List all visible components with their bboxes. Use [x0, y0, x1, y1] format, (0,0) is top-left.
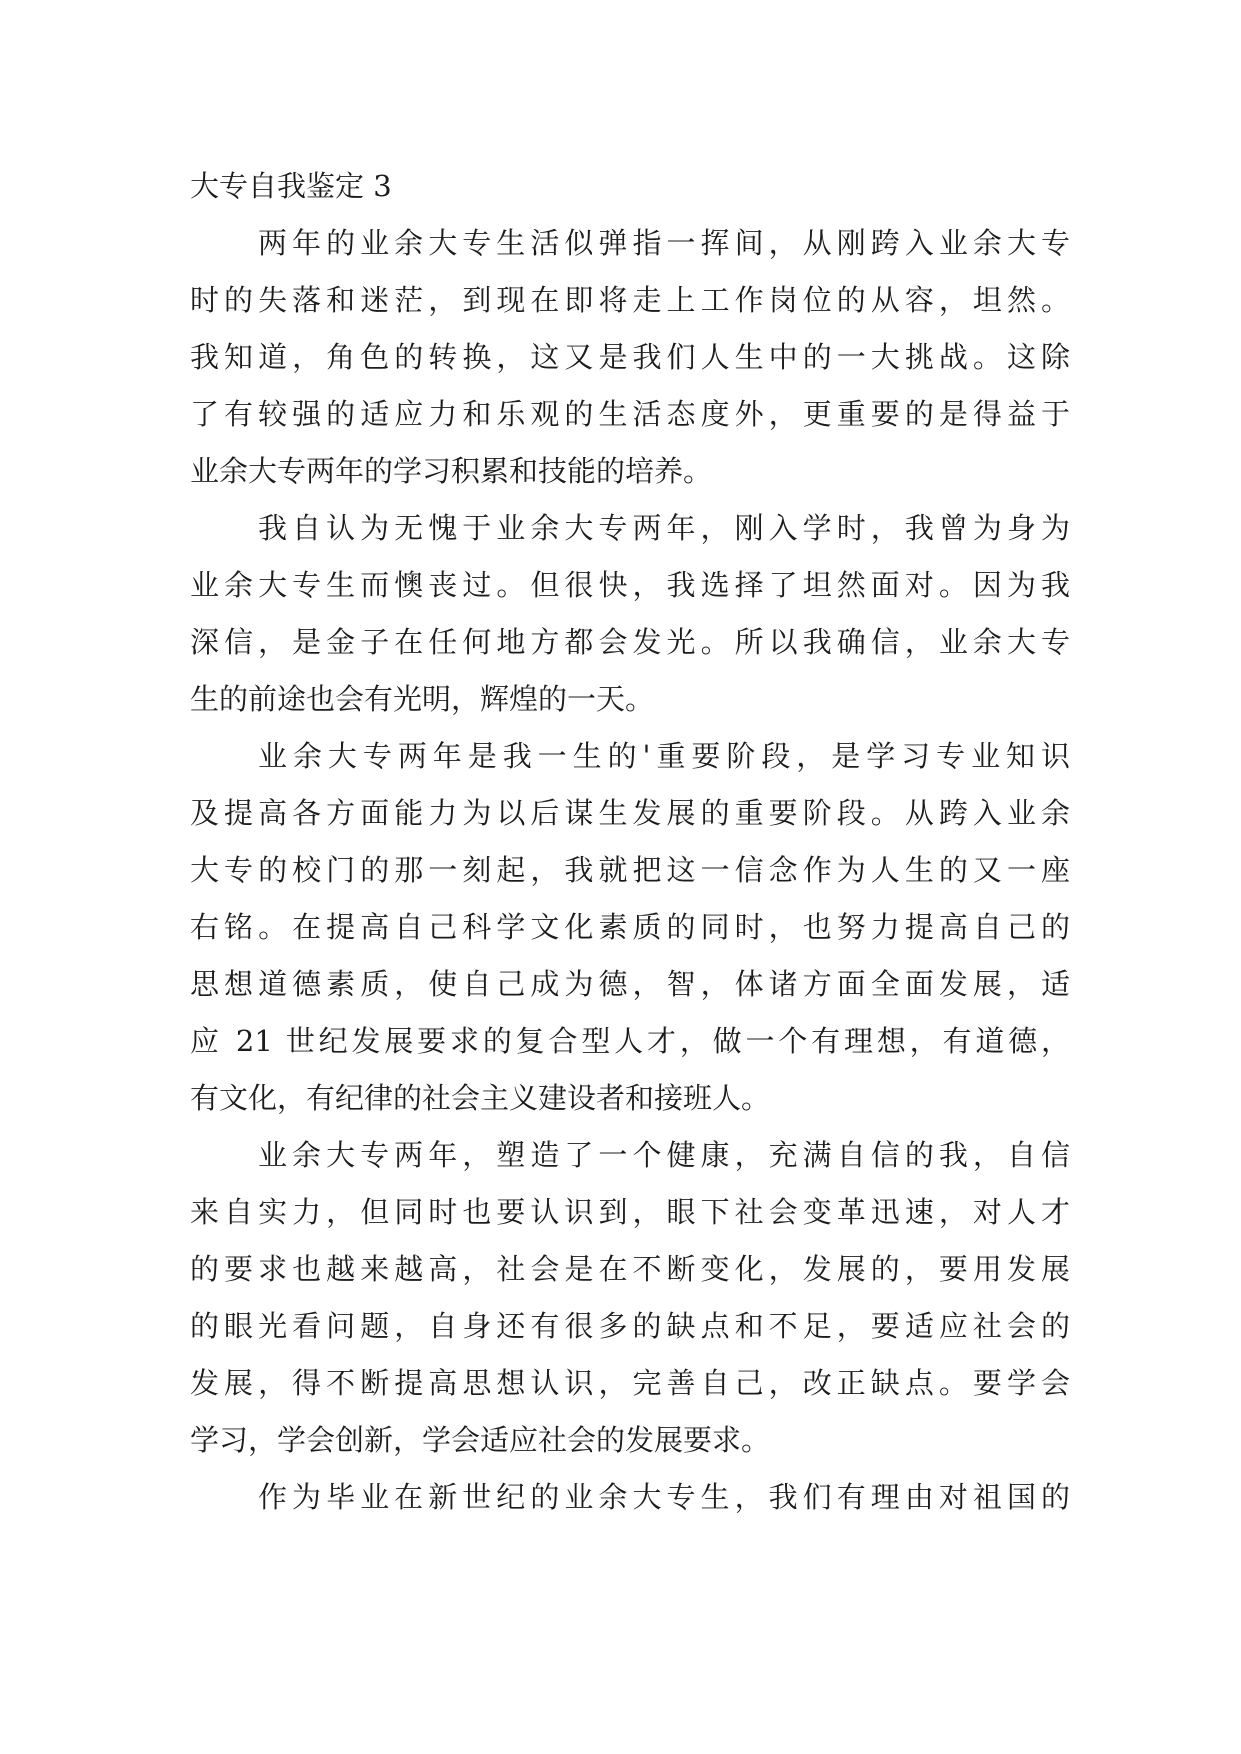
paragraph-2-line-1: 我自认为无愧于业余大专两年，刚入学时，我曾为身为 — [258, 511, 1070, 545]
paragraph-1-line-3: 我知道，角色的转换，这又是我们人生中的一大挑战。这除 — [190, 340, 1070, 374]
paragraph-3-line-7: 有文化，有纪律的社会主义建设者和接班人。 — [190, 1081, 771, 1115]
paragraph-3-line-1: 业余大专两年是我一生的'重要阶段，是学习专业知识 — [258, 739, 1070, 773]
paragraph-4-line-2: 来自实力，但同时也要认识到，眼下社会变革迅速，对人才 — [190, 1195, 1070, 1229]
paragraph-2-line-3: 深信，是金子在任何地方都会发光。所以我确信，业余大专 — [190, 625, 1070, 659]
paragraph-2-line-4: 生的前途也会有光明，辉煌的一天。 — [190, 682, 655, 716]
paragraph-1-line-4: 了有较强的适应力和乐观的生活态度外，更重要的是得益于 — [190, 397, 1070, 431]
paragraph-1-line-5: 业余大专两年的学习积累和技能的培养。 — [190, 454, 713, 488]
paragraph-3-line-2: 及提高各方面能力为以后谋生发展的重要阶段。从跨入业余 — [190, 796, 1070, 830]
paragraph-4-line-3: 的要求也越来越高，社会是在不断变化，发展的，要用发展 — [190, 1252, 1070, 1286]
paragraph-4-line-1: 业余大专两年，塑造了一个健康，充满自信的我，自信 — [258, 1138, 1070, 1172]
paragraph-1-line-1: 两年的业余大专生活似弹指一挥间，从刚跨入业余大专 — [258, 226, 1070, 260]
paragraph-3-line-6: 应 21 世纪发展要求的复合型人才，做一个有理想，有道德， — [190, 1024, 1070, 1058]
paragraph-4-line-4: 的眼光看问题，自身还有很多的缺点和不足，要适应社会的 — [190, 1309, 1070, 1343]
paragraph-4-line-5: 发展，得不断提高思想认识，完善自己，改正缺点。要学会 — [190, 1366, 1070, 1400]
paragraph-1-line-2: 时的失落和迷茫，到现在即将走上工作岗位的从容，坦然。 — [190, 283, 1070, 317]
paragraph-3-line-3: 大专的校门的那一刻起，我就把这一信念作为人生的又一座 — [190, 853, 1070, 887]
paragraph-2-line-2: 业余大专生而懊丧过。但很快，我选择了坦然面对。因为我 — [190, 568, 1070, 602]
document-title: 大专自我鉴定 3 — [190, 169, 392, 203]
paragraph-4-line-6: 学习，学会创新，学会适应社会的发展要求。 — [190, 1423, 771, 1457]
paragraph-5-line-1: 作为毕业在新世纪的业余大专生，我们有理由对祖国的 — [258, 1480, 1070, 1514]
paragraph-3-line-5: 思想道德素质，使自己成为德，智，体诸方面全面发展，适 — [190, 967, 1070, 1001]
paragraph-3-line-4: 右铭。在提高自己科学文化素质的同时，也努力提高自己的 — [190, 910, 1070, 944]
